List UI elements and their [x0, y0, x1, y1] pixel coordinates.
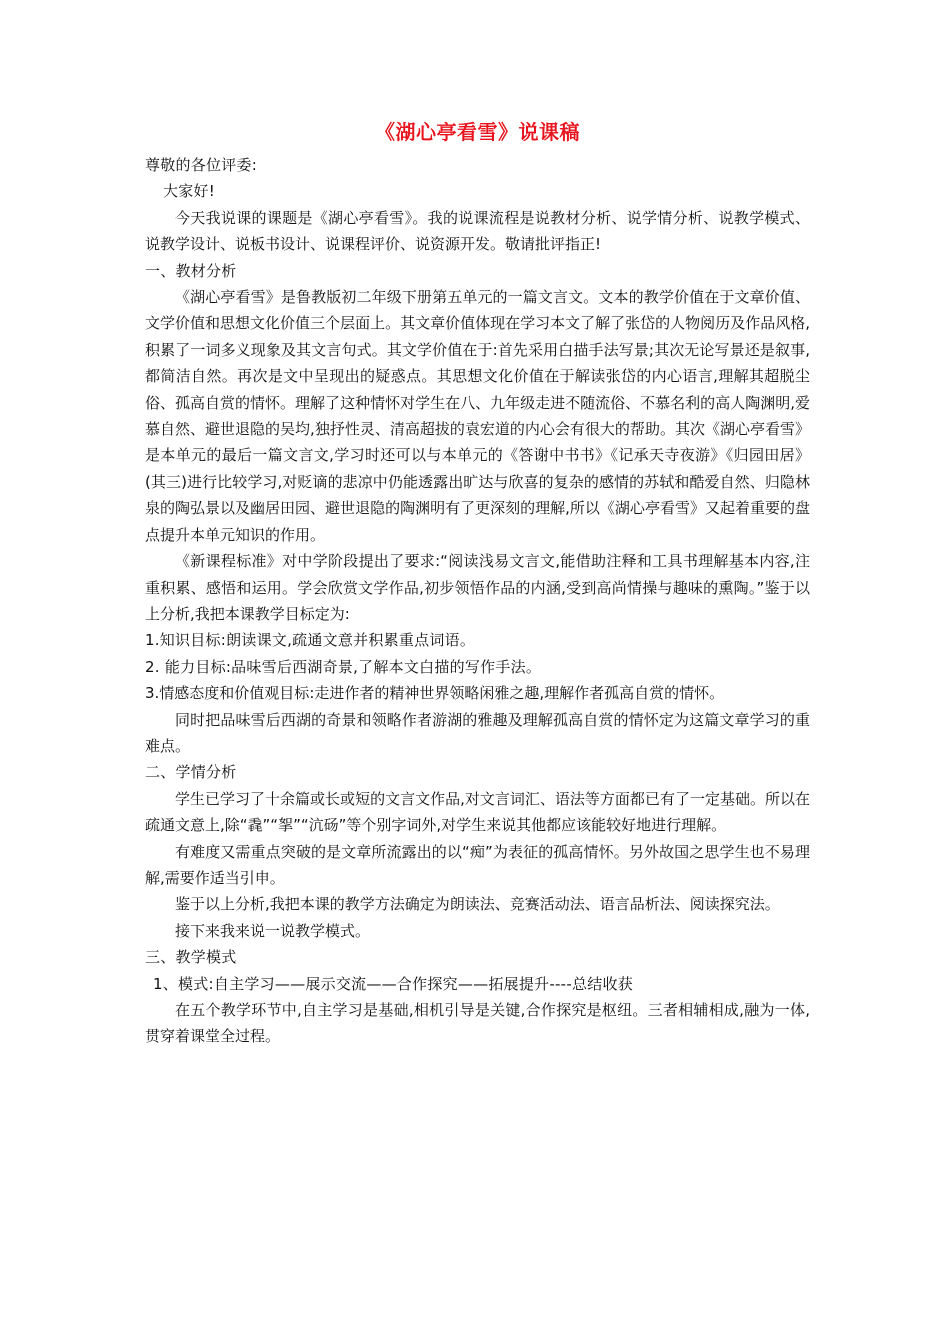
- teaching-mode-paragraph: 在五个教学环节中,自主学习是基础,相机引导是关键,合作探究是枢纽。三者相辅相成,融为一体,贯穿着课堂全过程。: [145, 1001, 810, 1046]
- greeting: 大家好!: [163, 182, 216, 201]
- students-paragraph-3: 鉴于以上分析,我把本课的教学方法确定为朗读法、竞赛活动法、语言品析法、阅读探究法。: [175, 895, 780, 914]
- materials-paragraph-2: 《新课程标准》对中学阶段提出了要求:“阅读浅易文言文,能借助注释和工具书理解基本内容,注重积累、感悟和运用。学会欣赏文学作品,初步领悟作品的内涵,受到高尚情操与趣味的熏陶。”鉴于以上分析,我把本课教学目标定为:: [145, 552, 810, 623]
- teaching-mode-line: 1、模式:自主学习——展示交流——合作探究——拓展提升----总结收获: [153, 974, 633, 993]
- goal-emotion: 3.情感态度和价值观目标:走进作者的精神世界领略闲雅之趣,理解作者孤高自赏的情怀。: [145, 684, 725, 703]
- document-title: 《湖心亭看雪》说课稿: [375, 120, 580, 144]
- students-paragraph-4: 接下来我来说一说教学模式。: [175, 921, 371, 940]
- section-heading-materials: 一、教材分析: [145, 261, 237, 280]
- goal-knowledge: 1.知识目标:朗读课文,疏通文意并积累重点词语。: [145, 631, 476, 650]
- section-heading-students: 二、学情分析: [145, 763, 237, 782]
- students-paragraph-2: 有难度又需重点突破的是文章所流露出的以“痴”为表征的孤高情怀。另外故国之思学生也不易理解,需要作适当引申。: [145, 842, 810, 887]
- materials-paragraph-3: 同时把品味雪后西湖的奇景和领略作者游湖的雅趣及理解孤高自赏的情怀定为这篇文章学习的重难点。: [145, 710, 810, 755]
- materials-paragraph-1: 《湖心亭看雪》是鲁教版初二年级下册第五单元的一篇文言文。文本的教学价值在于文章价值、文学价值和思想文化价值三个层面上。其文章价值体现在学习本文了解了张岱的人物阅历及作品风格,积累了一词多义现象及其文言句式。其文学价值在于:首先采用白描手法写景;其次无论写景还是叙事,都简洁自然。再次是文中呈现出的疑惑点。其思想文化价值在于解读张岱的内心语言,理解其超脱尘俗、孤高自赏的情怀。理解了这种情怀对学生在八、九年级走进不随流俗、不慕名利的高人陶渊明,爱慕自然、避世退隐的吴均,独抒性灵、清高超拔的袁宏道的内心会有很大的帮助。其次《湖心亭看雪》是本单元的最后一篇文言文,学习时还可以与本单元的《答谢中书书》《记承天寺夜游》《归园田居》(其三)进行比较学习,对贬谪的悲凉中仍能透露出旷达与欣喜的复杂的感情的苏轼和酷爱自然、归隐林泉的陶弘景以及幽居田园、避世退隐的陶渊明有了更深刻的理解,所以《湖心亭看雪》又起着重要的盘点提升本单元知识的作用。: [145, 288, 810, 544]
- students-paragraph-1: 学生已学习了十余篇或长或短的文言文作品,对文言词汇、语法等方面都已有了一定基础。所以在疏通文意上,除“毳”“挐”“沆砀”等个别字词外,对学生来说其他都应该能较好地进行理解。: [145, 789, 810, 835]
- intro-paragraph: 今天我说课的课题是《湖心亭看雪》。我的说课流程是说教材分析、说学情分析、说教学模式、说教学设计、说板书设计、说课程评价、说资源开发。敬请批评指正!: [145, 208, 810, 254]
- salutation: 尊敬的各位评委:: [145, 156, 258, 174]
- goal-ability: 2. 能力目标:品味雪后西湖奇景,了解本文白描的写作手法。: [145, 657, 542, 676]
- section-heading-teaching-mode: 三、教学模式: [145, 948, 237, 967]
- document-page: [145, 118, 810, 1050]
